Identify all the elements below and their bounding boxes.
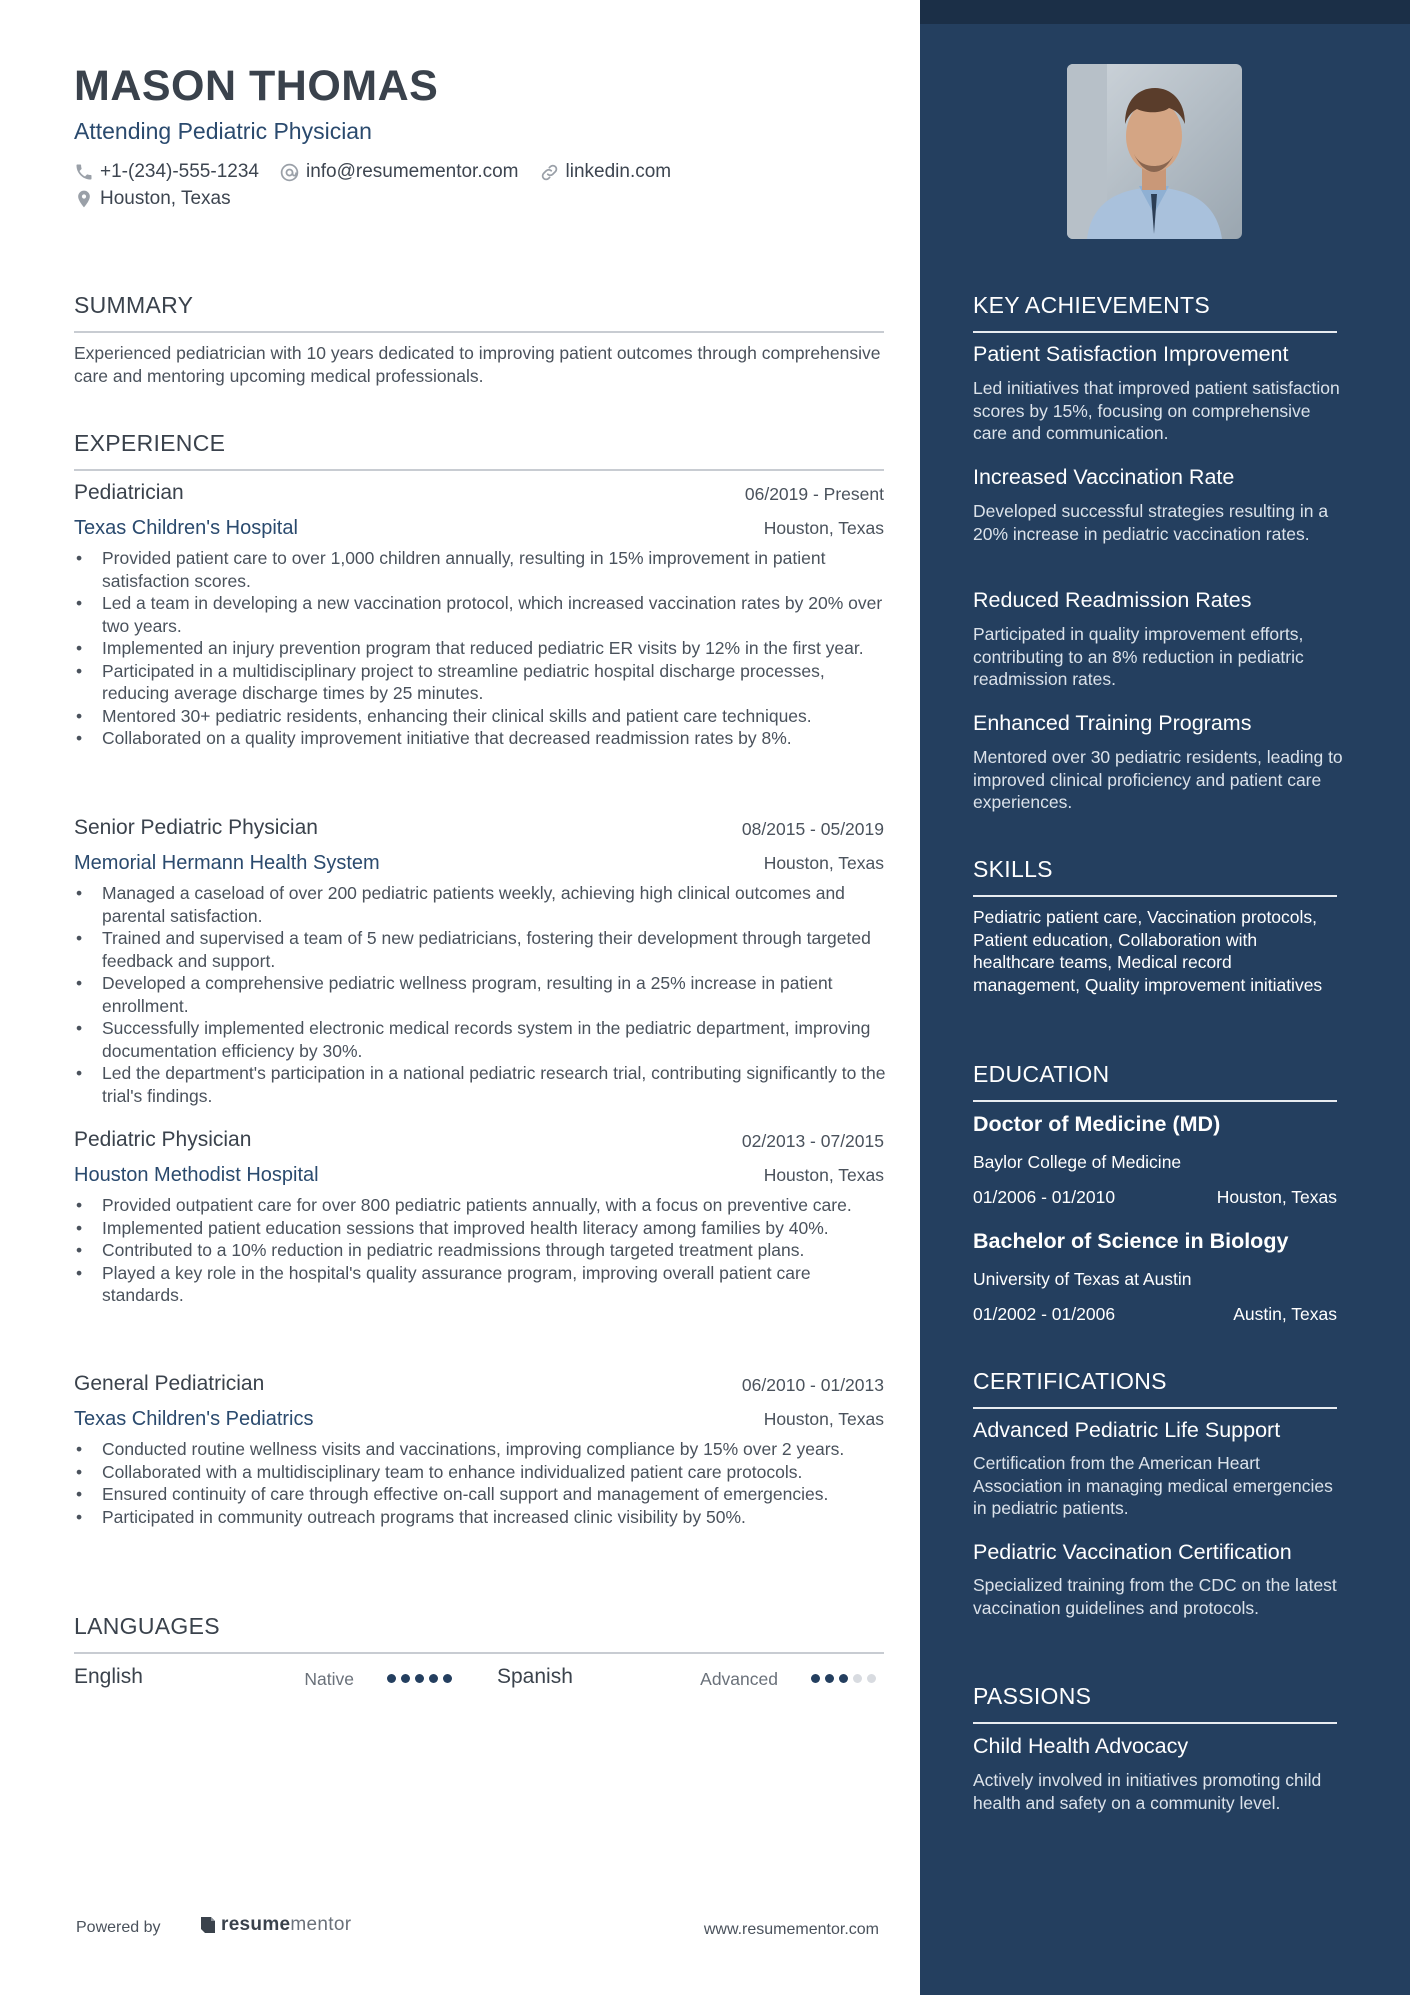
education-degree: Bachelor of Science in Biology (973, 1229, 1289, 1253)
rating-dot-empty (853, 1674, 862, 1683)
bullet: • Collaborated on a quality improvement initiative that decreased readmission rates by 8%. (74, 727, 886, 750)
bullet: • Trained and supervised a team of 5 new pediatricians, fostering their development through targeted feedback and support. (74, 927, 886, 972)
achievement-text: Developed successful strategies resulting in a 20% increase in pediatric vaccination rates. (973, 501, 1329, 544)
education-meta (973, 1187, 1337, 1208)
email-contact[interactable] (279, 161, 519, 183)
languages-heading: LANGUAGES (74, 1613, 884, 1654)
job-bullets (74, 547, 886, 750)
summary-text: Experienced pediatrician with 10 years dedicated to improving patient outcomes through comprehensive care and mentoring upcoming medical professionals. (74, 343, 881, 386)
resumementor-logo-icon (199, 1915, 217, 1935)
sidebar-top-band (920, 0, 1410, 24)
profile-photo (1067, 64, 1242, 239)
achievement-title: Enhanced Training Programs (973, 711, 1252, 735)
rating-dot-empty (867, 1674, 876, 1683)
achievement-title: Patient Satisfaction Improvement (973, 342, 1289, 366)
job-bullets (74, 1438, 886, 1528)
certification-title: Advanced Pediatric Life Support (973, 1418, 1281, 1442)
bullet: • Implemented an injury prevention program that reduced pediatric ER visits by 12% in the first year. (74, 637, 886, 660)
education-dates: 01/2002 - 01/2006 (973, 1304, 1116, 1324)
education-degree: Doctor of Medicine (MD) (973, 1112, 1221, 1136)
language-level: Advanced (700, 1669, 778, 1689)
job-dates: 06/2019 - Present (744, 484, 884, 504)
job-company: Memorial Hermann Health System (74, 852, 380, 874)
job-location: Houston, Texas (763, 1165, 884, 1185)
powered-by-label: Powered by (76, 1919, 161, 1936)
link-icon (539, 162, 560, 183)
achievement-text: Mentored over 30 pediatric residents, leading to improved clinical proficiency and patient care experiences. (973, 747, 1343, 812)
bullet: • Implemented patient education sessions that improved health literacy among families by 40%. (74, 1217, 886, 1240)
certification-text: Certification from the American Heart Association in managing medical emergencies in pediatric patients. (973, 1453, 1333, 1518)
bullet: • Conducted routine wellness visits and vaccinations, improving compliance by 15% over 2 years. (74, 1438, 886, 1461)
language-name: Spanish (497, 1665, 573, 1688)
summary-heading: SUMMARY (74, 292, 884, 333)
bullet: • Managed a caseload of over 200 pediatric patients weekly, achieving high clinical outcomes and parental satisfaction. (74, 882, 886, 927)
education-school: University of Texas at Austin (973, 1269, 1192, 1289)
phone-contact[interactable] (74, 161, 259, 183)
education-school: Baylor College of Medicine (973, 1152, 1182, 1172)
education-location: Austin, Texas (1233, 1304, 1337, 1324)
job-dates: 06/2010 - 01/2013 (741, 1375, 884, 1395)
achievements-heading: KEY ACHIEVEMENTS (973, 292, 1337, 333)
language-name: English (74, 1665, 143, 1688)
skills-heading: SKILLS (973, 856, 1337, 897)
passion-title: Child Health Advocacy (973, 1734, 1189, 1758)
bullet: • Led a team in developing a new vaccination protocol, which increased vaccination rates by 20% over two years. (74, 592, 886, 637)
certification-text: Specialized training from the CDC on the latest vaccination guidelines and protocols. (973, 1575, 1337, 1618)
education-dates: 01/2006 - 01/2010 (973, 1187, 1116, 1207)
location-text: Houston, Texas (100, 188, 231, 209)
bullet: • Participated in community outreach programs that increased clinic visibility by 50%. (74, 1506, 886, 1529)
rating-dot-filled (415, 1674, 424, 1683)
rating-dot-filled (443, 1674, 452, 1683)
phone-text: +1-(234)-555-1234 (100, 161, 259, 182)
job-company: Texas Children's Hospital (74, 517, 298, 539)
achievement-title: Increased Vaccination Rate (973, 465, 1235, 489)
bullet: • Contributed to a 10% reduction in pediatric readmissions through targeted treatment plans. (74, 1239, 886, 1262)
job-location: Houston, Texas (763, 518, 884, 538)
rating-dot-filled (825, 1674, 834, 1683)
rating-dot-filled (811, 1674, 820, 1683)
location-pin-icon (74, 188, 94, 210)
certification-title: Pediatric Vaccination Certification (973, 1540, 1292, 1564)
job-title: General Pediatrician (74, 1372, 265, 1395)
job-title: Pediatrician (74, 481, 184, 504)
bullet: • Collaborated with a multidisciplinary team to enhance individualized patient care protocols. (74, 1461, 886, 1484)
logo-text-resume: resume (221, 1914, 291, 1935)
certifications-heading: CERTIFICATIONS (973, 1368, 1337, 1409)
linkedin-contact[interactable] (539, 161, 672, 183)
resumementor-logo[interactable] (199, 1914, 351, 1936)
rating-dot-filled (401, 1674, 410, 1683)
passion-text: Actively involved in initiatives promoting child health and safety on a community level. (973, 1770, 1322, 1813)
email-text: info@resumementor.com (305, 161, 519, 182)
passions-heading: PASSIONS (973, 1683, 1337, 1724)
experience-heading: EXPERIENCE (74, 430, 884, 471)
education-heading: EDUCATION (973, 1061, 1337, 1102)
bullet: • Provided patient care to over 1,000 children annually, resulting in 15% improvement in patient satisfaction scores. (74, 547, 886, 592)
bullet: • Participated in a multidisciplinary project to streamline pediatric hospital discharge processes, reducing average discharge times by 25 minutes. (74, 660, 886, 705)
job-dates: 02/2013 - 07/2015 (741, 1131, 884, 1151)
skills-text: Pediatric patient care, Vaccination protocols, Patient education, Collaboration with healthcare teams, Medical record management, Quality improvement initiatives (973, 907, 1323, 995)
achievement-text: Led initiatives that improved patient satisfaction scores by 15%, focusing on comprehensive care and communication. (973, 378, 1340, 443)
logo-text-mentor: mentor (290, 1914, 352, 1935)
bullet: • Ensured continuity of care through effective on-call support and management of emergencies. (74, 1483, 886, 1506)
rating-dot-filled (839, 1674, 848, 1683)
at-icon (279, 162, 300, 183)
job-title: Senior Pediatric Physician (74, 816, 318, 839)
language-rating (387, 1674, 457, 1683)
candidate-name: MASON THOMAS (74, 62, 439, 110)
phone-icon (74, 162, 94, 182)
contact-row (74, 161, 691, 183)
job-location: Houston, Texas (763, 1409, 884, 1429)
linkedin-text: linkedin.com (565, 161, 672, 182)
bullet: • Played a key role in the hospital's quality assurance program, improving overall patient care standards. (74, 1262, 886, 1307)
job-bullets (74, 1194, 886, 1307)
profile-photo-image (1067, 64, 1242, 239)
bullet: • Led the department's participation in a national pediatric research trial, contributing significantly to the trial's findings. (74, 1062, 886, 1107)
job-company: Texas Children's Pediatrics (74, 1408, 314, 1430)
sidebar (920, 0, 1410, 1995)
job-location: Houston, Texas (763, 853, 884, 873)
location-contact (74, 188, 231, 210)
job-dates: 08/2015 - 05/2019 (741, 819, 884, 839)
location-row (74, 188, 251, 210)
bullet: • Mentored 30+ pediatric residents, enhancing their clinical skills and patient care techniques. (74, 705, 886, 728)
achievement-title: Reduced Readmission Rates (973, 588, 1252, 612)
bullet: • Developed a comprehensive pediatric wellness program, resulting in a 25% increase in patient enrollment. (74, 972, 886, 1017)
footer-url[interactable]: www.resumementor.com (703, 1921, 879, 1938)
rating-dot-filled (387, 1674, 396, 1683)
job-company: Houston Methodist Hospital (74, 1164, 319, 1186)
language-level: Native (304, 1669, 354, 1689)
language-rating (811, 1674, 881, 1683)
candidate-title: Attending Pediatric Physician (74, 118, 372, 144)
achievement-text: Participated in quality improvement efforts, contributing to an 8% reduction in pediatric readmission rates. (973, 624, 1304, 689)
bullet: • Successfully implemented electronic medical records system in the pediatric department, improving documentation efficiency by 30%. (74, 1017, 886, 1062)
education-meta (973, 1304, 1337, 1325)
education-location: Houston, Texas (1216, 1187, 1337, 1207)
job-bullets (74, 882, 886, 1107)
job-title: Pediatric Physician (74, 1128, 252, 1151)
rating-dot-filled (429, 1674, 438, 1683)
bullet: • Provided outpatient care for over 800 pediatric patients annually, with a focus on preventive care. (74, 1194, 886, 1217)
